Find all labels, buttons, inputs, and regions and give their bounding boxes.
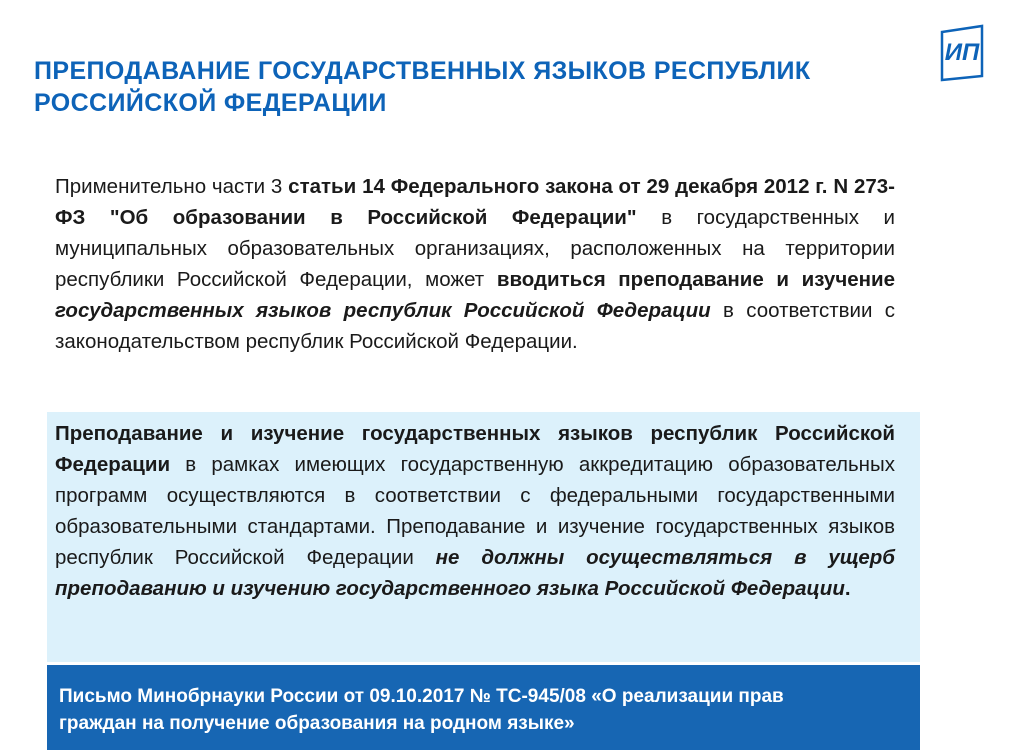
p1-emphasis-bold-italic: государственных языков республик Российской Федерации [55, 299, 711, 322]
slide-title [34, 55, 934, 119]
title-line-2: РОССИЙСКОЙ ФЕДЕРАЦИИ [34, 89, 387, 117]
title-line-1: ПРЕПОДАВАНИЕ ГОСУДАРСТВЕННЫХ ЯЗЫКОВ РЕСПУБЛИК [34, 57, 811, 85]
p2-segment-2: в рамках имеющих государственную аккредитацию образовательных программ осуществляются в соответствии с федеральными государственными образовательными стандартами. Преподавание и изучение государственных языков республик Российской Федерации [55, 453, 895, 569]
p2-final-period: . [844, 577, 851, 600]
p2-emphasis-bold: Преподавание и изучение государственных языков республик Российской Федерации [55, 422, 895, 476]
p1-segment-6: в соответствии с законодательством республик Российской Федерации. [55, 299, 896, 353]
paragraph-callout [55, 418, 895, 604]
logo-text: ИП [944, 39, 980, 66]
p1-law-reference: статьи 14 Федерального закона от 29 декабря 2012 г. N 273-ФЗ "Об образовании в Российской Федерации" [55, 175, 895, 229]
p1-segment-3: в государственных и муниципальных образовательных организациях, расположенных на территории республики Российской Федерации, может [55, 206, 895, 291]
p1-emphasis-bold: вводиться преподавание и изучение [496, 268, 896, 291]
footer-line-1: Письмо Минобрнауки России от 09.10.2017 № ТС-945/08 «О реализации прав [59, 686, 784, 707]
footer-citation [59, 683, 879, 737]
footer-line-2: граждан на получение образования на родном языке» [59, 713, 575, 734]
p2-emphasis-bold-italic: не должны осуществляться в ущерб преподаванию и изучению государственного языка Российской Федерации [55, 546, 895, 600]
logo-icon [938, 24, 986, 82]
p1-segment-1: Применительно части 3 [55, 175, 289, 198]
paragraph-law-article [55, 171, 895, 357]
